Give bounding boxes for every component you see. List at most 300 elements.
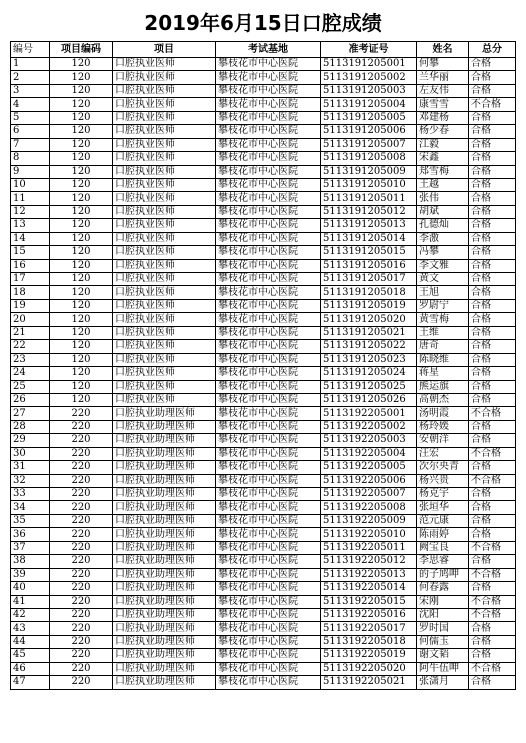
- table-row: [11, 568, 516, 581]
- row-item-code: 120: [50, 246, 113, 259]
- row-ticket-number: 5113192205013: [321, 568, 417, 581]
- row-item: 口腔执业医师: [113, 353, 216, 366]
- row-exam-site: 攀枝花市中心医院: [216, 501, 321, 514]
- row-number: 42: [11, 608, 50, 621]
- row-ticket-number: 5113192205021: [321, 676, 417, 689]
- row-name: 陈雨婷: [417, 528, 469, 541]
- row-ticket-number: 5113191205006: [321, 125, 417, 138]
- row-result: 合格: [469, 635, 516, 648]
- row-item-code: 220: [50, 582, 113, 595]
- row-item: 口腔执业医师: [113, 246, 216, 259]
- row-name: 邓建杨: [417, 111, 469, 124]
- row-item-code: 120: [50, 219, 113, 232]
- row-item: 口腔执业助理医师: [113, 447, 216, 460]
- row-number: 46: [11, 662, 50, 675]
- row-result: 不合格: [469, 447, 516, 460]
- table-row: [11, 514, 516, 527]
- row-item-code: 120: [50, 178, 113, 191]
- header-number: 编号: [11, 42, 50, 58]
- row-item-code: 220: [50, 528, 113, 541]
- row-item-code: 220: [50, 434, 113, 447]
- row-name: 杨克宇: [417, 488, 469, 501]
- row-ticket-number: 5113191205005: [321, 111, 417, 124]
- row-item: 口腔执业医师: [113, 152, 216, 165]
- row-name: 谢文韬: [417, 649, 469, 662]
- row-exam-site: 攀枝花市中心医院: [216, 353, 321, 366]
- row-exam-site: 攀枝花市中心医院: [216, 393, 321, 406]
- table-row: [11, 461, 516, 474]
- row-name: 罗尉宁: [417, 299, 469, 312]
- table-row: [11, 125, 516, 138]
- row-item-code: 220: [50, 501, 113, 514]
- table-row: [11, 447, 516, 460]
- row-item: 口腔执业助理医师: [113, 407, 216, 420]
- row-item-code: 120: [50, 192, 113, 205]
- row-name: 康雪雪: [417, 98, 469, 111]
- row-exam-site: 攀枝花市中心医院: [216, 98, 321, 111]
- row-name: 罗时国: [417, 622, 469, 635]
- row-name: 李激: [417, 232, 469, 245]
- row-exam-site: 攀枝花市中心医院: [216, 125, 321, 138]
- header-item-code: 项目编码: [50, 42, 113, 58]
- row-name: 张潇月: [417, 676, 469, 689]
- row-ticket-number: 5113191205015: [321, 246, 417, 259]
- row-ticket-number: 5113191205016: [321, 259, 417, 272]
- row-name: 孔德灿: [417, 219, 469, 232]
- row-number: 43: [11, 622, 50, 635]
- row-result: 不合格: [469, 541, 516, 554]
- row-number: 22: [11, 340, 50, 353]
- header-ticket-number: 准考证号: [321, 42, 417, 58]
- table-row: [11, 259, 516, 272]
- row-ticket-number: 5113192205005: [321, 461, 417, 474]
- row-name: 胡斌: [417, 205, 469, 218]
- row-ticket-number: 5113192205009: [321, 514, 417, 527]
- header-exam-site: 考试基地: [216, 42, 321, 58]
- table-row: [11, 380, 516, 393]
- row-ticket-number: 5113192205001: [321, 407, 417, 420]
- row-item-code: 120: [50, 326, 113, 339]
- row-ticket-number: 5113192205020: [321, 662, 417, 675]
- row-result: 合格: [469, 246, 516, 259]
- row-item-code: 220: [50, 555, 113, 568]
- row-number: 28: [11, 420, 50, 433]
- row-number: 40: [11, 582, 50, 595]
- row-result: 合格: [469, 393, 516, 406]
- row-exam-site: 攀枝花市中心医院: [216, 635, 321, 648]
- table-row: [11, 286, 516, 299]
- row-ticket-number: 5113192205004: [321, 447, 417, 460]
- row-exam-site: 攀枝花市中心医院: [216, 273, 321, 286]
- row-exam-site: 攀枝花市中心医院: [216, 568, 321, 581]
- row-result: 合格: [469, 582, 516, 595]
- row-number: 16: [11, 259, 50, 272]
- row-ticket-number: 5113192205003: [321, 434, 417, 447]
- row-name: 杨玲媛: [417, 420, 469, 433]
- table-body: [11, 58, 516, 690]
- table-row: [11, 98, 516, 111]
- row-item-code: 220: [50, 622, 113, 635]
- row-result: 合格: [469, 219, 516, 232]
- row-item-code: 120: [50, 58, 113, 71]
- row-ticket-number: 5113191205022: [321, 340, 417, 353]
- row-name: 江毅: [417, 138, 469, 151]
- row-ticket-number: 5113191205025: [321, 380, 417, 393]
- row-ticket-number: 5113191205011: [321, 192, 417, 205]
- table-row: [11, 393, 516, 406]
- row-item: 口腔执业助理医师: [113, 461, 216, 474]
- row-name: 何攀: [417, 58, 469, 71]
- row-number: 19: [11, 299, 50, 312]
- row-number: 14: [11, 232, 50, 245]
- row-number: 18: [11, 286, 50, 299]
- row-number: 26: [11, 393, 50, 406]
- row-number: 10: [11, 178, 50, 191]
- row-name: 宋鑫: [417, 152, 469, 165]
- row-name: 王维: [417, 326, 469, 339]
- row-item-code: 220: [50, 447, 113, 460]
- table-row: [11, 138, 516, 151]
- row-item: 口腔执业医师: [113, 138, 216, 151]
- row-ticket-number: 5113192205016: [321, 608, 417, 621]
- row-result: 合格: [469, 165, 516, 178]
- row-ticket-number: 5113191205017: [321, 273, 417, 286]
- table-row: [11, 232, 516, 245]
- row-result: 合格: [469, 111, 516, 124]
- row-item: 口腔执业医师: [113, 58, 216, 71]
- row-exam-site: 攀枝花市中心医院: [216, 514, 321, 527]
- row-item-code: 120: [50, 367, 113, 380]
- row-exam-site: 攀枝花市中心医院: [216, 84, 321, 97]
- row-item: 口腔执业助理医师: [113, 474, 216, 487]
- row-number: 7: [11, 138, 50, 151]
- table-row: [11, 555, 516, 568]
- row-ticket-number: 5113192205019: [321, 649, 417, 662]
- row-item: 口腔执业医师: [113, 259, 216, 272]
- row-item-code: 220: [50, 649, 113, 662]
- row-exam-site: 攀枝花市中心医院: [216, 165, 321, 178]
- row-number: 36: [11, 528, 50, 541]
- row-ticket-number: 5113191205010: [321, 178, 417, 191]
- row-item-code: 220: [50, 474, 113, 487]
- table-row: [11, 178, 516, 191]
- row-result: 合格: [469, 313, 516, 326]
- row-item: 口腔执业医师: [113, 165, 216, 178]
- row-name: 沈阳: [417, 608, 469, 621]
- row-item: 口腔执业医师: [113, 98, 216, 111]
- row-result: 合格: [469, 259, 516, 272]
- row-name: 汪宏: [417, 447, 469, 460]
- row-name: 何春露: [417, 582, 469, 595]
- row-ticket-number: 5113191205004: [321, 98, 417, 111]
- row-result: 合格: [469, 286, 516, 299]
- row-item-code: 120: [50, 393, 113, 406]
- row-exam-site: 攀枝花市中心医院: [216, 313, 321, 326]
- row-result: 合格: [469, 138, 516, 151]
- row-item: 口腔执业医师: [113, 192, 216, 205]
- row-item-code: 120: [50, 71, 113, 84]
- row-result: 不合格: [469, 595, 516, 608]
- row-number: 23: [11, 353, 50, 366]
- row-number: 35: [11, 514, 50, 527]
- table-row: [11, 165, 516, 178]
- row-item: 口腔执业助理医师: [113, 420, 216, 433]
- row-number: 12: [11, 205, 50, 218]
- row-number: 4: [11, 98, 50, 111]
- row-item-code: 120: [50, 380, 113, 393]
- row-exam-site: 攀枝花市中心医院: [216, 541, 321, 554]
- row-exam-site: 攀枝花市中心医院: [216, 474, 321, 487]
- table-row: [11, 622, 516, 635]
- row-name: 左友伟: [417, 84, 469, 97]
- row-name: 张伟: [417, 192, 469, 205]
- table-row: [11, 299, 516, 312]
- row-result: 合格: [469, 340, 516, 353]
- row-item: 口腔执业医师: [113, 286, 216, 299]
- row-item: 口腔执业助理医师: [113, 434, 216, 447]
- table-row: [11, 58, 516, 71]
- row-number: 5: [11, 111, 50, 124]
- row-exam-site: 攀枝花市中心医院: [216, 595, 321, 608]
- row-number: 17: [11, 273, 50, 286]
- row-exam-site: 攀枝花市中心医院: [216, 205, 321, 218]
- row-result: 不合格: [469, 608, 516, 621]
- row-ticket-number: 5113192205014: [321, 582, 417, 595]
- row-item-code: 220: [50, 662, 113, 675]
- row-item: 口腔执业助理医师: [113, 568, 216, 581]
- row-result: 合格: [469, 326, 516, 339]
- row-ticket-number: 5113191205008: [321, 152, 417, 165]
- table-row: [11, 313, 516, 326]
- row-result: 合格: [469, 676, 516, 689]
- score-table: [10, 41, 516, 690]
- row-ticket-number: 5113191205007: [321, 138, 417, 151]
- row-item: 口腔执业医师: [113, 232, 216, 245]
- row-name: 王旭: [417, 286, 469, 299]
- table-row: [11, 71, 516, 84]
- row-result: 合格: [469, 273, 516, 286]
- row-result: 合格: [469, 84, 516, 97]
- row-item: 口腔执业助理医师: [113, 622, 216, 635]
- row-name: 陈晓维: [417, 353, 469, 366]
- row-exam-site: 攀枝花市中心医院: [216, 608, 321, 621]
- row-result: 合格: [469, 192, 516, 205]
- row-ticket-number: 5113191205026: [321, 393, 417, 406]
- row-exam-site: 攀枝花市中心医院: [216, 246, 321, 259]
- row-number: 33: [11, 488, 50, 501]
- row-exam-site: 攀枝花市中心医院: [216, 461, 321, 474]
- table-row: [11, 84, 516, 97]
- row-name: 黄雪梅: [417, 313, 469, 326]
- row-exam-site: 攀枝花市中心医院: [216, 488, 321, 501]
- row-exam-site: 攀枝花市中心医院: [216, 299, 321, 312]
- row-item: 口腔执业助理医师: [113, 488, 216, 501]
- row-number: 15: [11, 246, 50, 259]
- row-item: 口腔执业助理医师: [113, 582, 216, 595]
- row-name: 杨兴贵: [417, 474, 469, 487]
- row-exam-site: 攀枝花市中心医院: [216, 622, 321, 635]
- row-item-code: 120: [50, 259, 113, 272]
- table-row: [11, 205, 516, 218]
- row-name: 郑雪梅: [417, 165, 469, 178]
- row-item: 口腔执业医师: [113, 178, 216, 191]
- row-exam-site: 攀枝花市中心医院: [216, 420, 321, 433]
- row-name: 黄文: [417, 273, 469, 286]
- table-row: [11, 676, 516, 689]
- row-name: 兰华丽: [417, 71, 469, 84]
- row-name: 蒋星: [417, 367, 469, 380]
- header-name: 姓名: [417, 42, 469, 58]
- row-number: 6: [11, 125, 50, 138]
- row-result: 合格: [469, 461, 516, 474]
- row-name: 王越: [417, 178, 469, 191]
- row-item: 口腔执业医师: [113, 111, 216, 124]
- row-ticket-number: 5113191205013: [321, 219, 417, 232]
- table-row: [11, 152, 516, 165]
- row-item-code: 220: [50, 420, 113, 433]
- row-item-code: 120: [50, 232, 113, 245]
- row-result: 合格: [469, 205, 516, 218]
- row-item-code: 120: [50, 273, 113, 286]
- row-result: 合格: [469, 232, 516, 245]
- table-row: [11, 635, 516, 648]
- row-result: 不合格: [469, 474, 516, 487]
- row-item-code: 220: [50, 461, 113, 474]
- row-ticket-number: 5113192205012: [321, 555, 417, 568]
- page-title: 2019年6月15日口腔成绩: [144, 11, 382, 35]
- row-result: 合格: [469, 434, 516, 447]
- table-row: [11, 474, 516, 487]
- row-ticket-number: 5113191205020: [321, 313, 417, 326]
- row-result: 不合格: [469, 98, 516, 111]
- row-name: 的子鸠呷: [417, 568, 469, 581]
- table-row: [11, 662, 516, 675]
- table-row: [11, 326, 516, 339]
- row-number: 29: [11, 434, 50, 447]
- row-item-code: 120: [50, 340, 113, 353]
- row-item-code: 120: [50, 152, 113, 165]
- row-exam-site: 攀枝花市中心医院: [216, 192, 321, 205]
- row-item: 口腔执业助理医师: [113, 514, 216, 527]
- row-ticket-number: 5113192205015: [321, 595, 417, 608]
- row-item: 口腔执业助理医师: [113, 501, 216, 514]
- table-row: [11, 608, 516, 621]
- row-number: 20: [11, 313, 50, 326]
- row-number: 34: [11, 501, 50, 514]
- row-item: 口腔执业医师: [113, 71, 216, 84]
- row-result: 合格: [469, 353, 516, 366]
- row-item: 口腔执业医师: [113, 219, 216, 232]
- row-item-code: 120: [50, 165, 113, 178]
- row-ticket-number: 5113191205019: [321, 299, 417, 312]
- row-ticket-number: 5113191205023: [321, 353, 417, 366]
- row-number: 45: [11, 649, 50, 662]
- row-name: 李文雅: [417, 259, 469, 272]
- row-item: 口腔执业医师: [113, 313, 216, 326]
- row-result: 合格: [469, 125, 516, 138]
- row-number: 39: [11, 568, 50, 581]
- row-item: 口腔执业医师: [113, 205, 216, 218]
- row-exam-site: 攀枝花市中心医院: [216, 326, 321, 339]
- row-ticket-number: 5113191205003: [321, 84, 417, 97]
- row-exam-site: 攀枝花市中心医院: [216, 447, 321, 460]
- row-exam-site: 攀枝花市中心医院: [216, 286, 321, 299]
- row-item: 口腔执业助理医师: [113, 608, 216, 621]
- row-result: 合格: [469, 367, 516, 380]
- row-result: 不合格: [469, 407, 516, 420]
- row-item: 口腔执业助理医师: [113, 676, 216, 689]
- row-item-code: 220: [50, 514, 113, 527]
- row-name: 唐奇: [417, 340, 469, 353]
- row-item-code: 120: [50, 353, 113, 366]
- table-row: [11, 434, 516, 447]
- row-exam-site: 攀枝花市中心医院: [216, 111, 321, 124]
- row-name: 阙宝良: [417, 541, 469, 554]
- row-item-code: 220: [50, 595, 113, 608]
- row-result: 合格: [469, 649, 516, 662]
- row-item-code: 120: [50, 138, 113, 151]
- row-number: 9: [11, 165, 50, 178]
- row-item: 口腔执业医师: [113, 84, 216, 97]
- row-item: 口腔执业助理医师: [113, 595, 216, 608]
- row-name: 熊运旗: [417, 380, 469, 393]
- row-item: 口腔执业医师: [113, 326, 216, 339]
- row-number: 30: [11, 447, 50, 460]
- row-ticket-number: 5113191205018: [321, 286, 417, 299]
- table-row: [11, 582, 516, 595]
- row-exam-site: 攀枝花市中心医院: [216, 71, 321, 84]
- row-result: 合格: [469, 528, 516, 541]
- row-result: 合格: [469, 420, 516, 433]
- table-row: [11, 340, 516, 353]
- table-row: [11, 528, 516, 541]
- row-number: 31: [11, 461, 50, 474]
- row-exam-site: 攀枝花市中心医院: [216, 555, 321, 568]
- row-item: 口腔执业助理医师: [113, 528, 216, 541]
- row-exam-site: 攀枝花市中心医院: [216, 662, 321, 675]
- row-number: 2: [11, 71, 50, 84]
- row-name: 何儒玉: [417, 635, 469, 648]
- row-number: 27: [11, 407, 50, 420]
- row-item-code: 120: [50, 205, 113, 218]
- row-item: 口腔执业医师: [113, 125, 216, 138]
- row-number: 13: [11, 219, 50, 232]
- row-number: 1: [11, 58, 50, 71]
- row-exam-site: 攀枝花市中心医院: [216, 340, 321, 353]
- row-item: 口腔执业助理医师: [113, 541, 216, 554]
- row-exam-site: 攀枝花市中心医院: [216, 232, 321, 245]
- row-number: 44: [11, 635, 50, 648]
- row-result: 合格: [469, 299, 516, 312]
- row-item: 口腔执业医师: [113, 340, 216, 353]
- table-row: [11, 407, 516, 420]
- row-number: 37: [11, 541, 50, 554]
- row-name: 李思睿: [417, 555, 469, 568]
- row-item-code: 220: [50, 676, 113, 689]
- row-name: 次尔央青: [417, 461, 469, 474]
- table-row: [11, 595, 516, 608]
- row-result: 合格: [469, 152, 516, 165]
- row-item-code: 120: [50, 125, 113, 138]
- row-number: 21: [11, 326, 50, 339]
- row-number: 41: [11, 595, 50, 608]
- row-exam-site: 攀枝花市中心医院: [216, 528, 321, 541]
- row-exam-site: 攀枝花市中心医院: [216, 367, 321, 380]
- row-name: 范元康: [417, 514, 469, 527]
- row-result: 合格: [469, 380, 516, 393]
- row-item: 口腔执业医师: [113, 273, 216, 286]
- row-ticket-number: 5113192205010: [321, 528, 417, 541]
